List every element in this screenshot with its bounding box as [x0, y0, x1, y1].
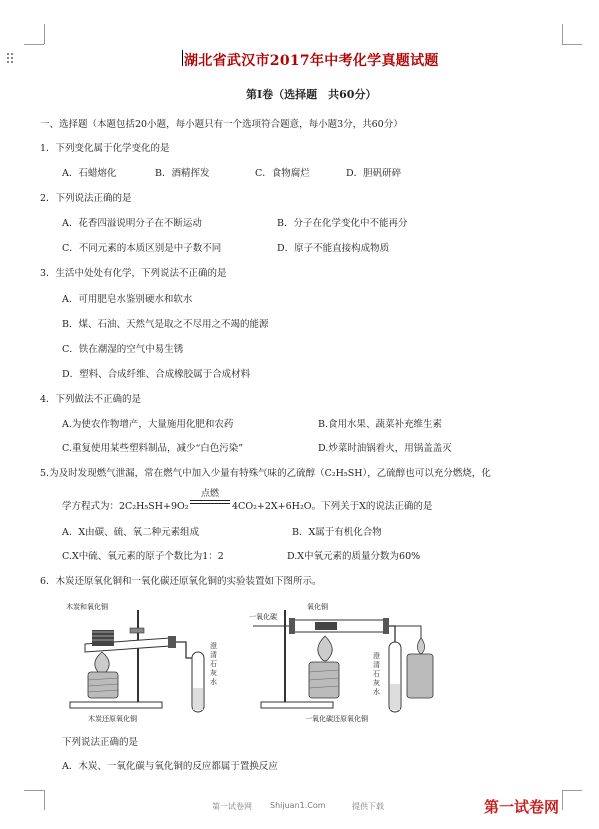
- question-3-stem: 3．生活中处处有化学，下列说法不正确的是: [40, 268, 227, 279]
- copper-oxide: [315, 622, 337, 630]
- question-6-option-a: A．木炭、一氧化碳与氧化铜的反应都属于置换反应: [62, 761, 278, 772]
- reaction-condition-label: 点燃: [200, 489, 219, 499]
- question-5-equation-right: 4CO₂+2X+6H₂O。下列关于X的说法正确的是: [232, 501, 433, 512]
- page-title: 湖北省武汉市2017年中考化学真题试题: [184, 53, 439, 69]
- question-2-option-a: A．花香四溢说明分子在不断运动: [62, 218, 202, 229]
- carbon-reduction-apparatus: [60, 592, 230, 726]
- question-4-option-b: B.食用水果、蔬菜补充维生素: [318, 419, 443, 430]
- second-lamp: [407, 654, 433, 698]
- tube-stopper-right: [383, 618, 389, 634]
- question-3-option-a: A．可用肥皂水鉴别硬水和软水: [62, 294, 193, 305]
- question-1-option-b: B．酒精挥发: [155, 168, 210, 179]
- tube-stopper: [168, 636, 176, 648]
- exhaust-flame: [417, 638, 424, 654]
- exhaust-tube: [389, 626, 421, 642]
- crop-mark-br-v: [562, 790, 563, 810]
- question-1-option-a: A．石蜡熔化: [62, 168, 117, 179]
- reactant-mixture: [92, 630, 114, 646]
- label-copper-oxide: 氧化铜: [307, 603, 328, 611]
- label-lime-water-right: 澄清石灰水: [373, 652, 380, 696]
- crop-mark-tr-h: [562, 44, 582, 45]
- crop-mark-tl-v: [44, 24, 45, 44]
- figure-co-reduction: [245, 592, 435, 726]
- flame: [318, 636, 332, 661]
- footer-site-name: 第一试卷网: [212, 802, 252, 811]
- question-4-option-c: C.重复使用某些塑料制品，减少“白色污染”: [62, 443, 244, 454]
- question-2-option-c: C．不同元素的本质区别是中子数不同: [62, 243, 222, 254]
- reaction-arrow-line-2: [190, 503, 230, 504]
- reaction-arrow-line: [190, 500, 230, 501]
- figure-carbon-reduction: [60, 592, 230, 726]
- label-carbon-monoxide: 一氧化碳: [249, 613, 277, 621]
- question-2-option-b: B．分子在化学变化中不能再分: [277, 218, 408, 229]
- question-4-option-d: D.炒菜时油锅着火，用锅盖盖灭: [318, 443, 452, 454]
- drag-handle-icon[interactable]: [6, 52, 14, 64]
- question-2-stem: 2．下列说法正确的是: [40, 193, 132, 204]
- stand-clamp: [130, 628, 144, 633]
- label-carbon-copper-oxide: 木炭和氧化铜: [66, 603, 108, 611]
- caption-co-reduction: 一氧化碳还原氧化铜: [305, 715, 368, 723]
- question-4-stem: 4．下列做法不正确的是: [40, 394, 142, 405]
- question-3-option-d: D．塑料、合成纤维、合成橡胶属于合成材料: [62, 369, 251, 380]
- text-cursor: [182, 50, 183, 66]
- tube-stopper-left: [289, 618, 295, 634]
- crop-mark-bl-v: [44, 790, 45, 810]
- lime-water: [193, 688, 203, 710]
- crop-mark-tl-h: [24, 44, 44, 45]
- question-1-option-d: D．胆矾研碎: [346, 168, 402, 179]
- question-6-followup: 下列说法正确的是: [62, 737, 139, 748]
- question-5-option-d: D.X中氧元素的质量分数为60%: [287, 551, 421, 562]
- question-5-stem: 5.为及时发现燃气泄漏，常在燃气中加入少量有特殊气味的乙硫醇（C₂H₅SH），乙硫醇也可以充分燃烧，化: [40, 468, 491, 479]
- label-lime-water-left: 澄清石灰水: [210, 642, 217, 686]
- question-5-option-b: B．X属于有机化合物: [292, 527, 382, 538]
- footer-site-url[interactable]: Shijuan1.Com: [270, 801, 326, 810]
- crop-mark-bl-h: [24, 790, 44, 791]
- brand-watermark: 第一试卷网: [484, 798, 560, 816]
- question-5-equation-left: 学方程式为：2C₂H₅SH+9O₂: [62, 501, 189, 512]
- section-subtitle: 第Ⅰ卷（选择题 共60分）: [246, 88, 377, 101]
- flame: [95, 652, 109, 675]
- question-3-option-c: C．铁在潮湿的空气中易生锈: [62, 344, 184, 355]
- question-6-stem: 6．木炭还原氧化铜和一氧化碳还原氧化铜的实验装置如下图所示。: [40, 576, 322, 587]
- crop-mark-br-h: [562, 790, 582, 791]
- question-4-option-a: A.为使农作物增产，大量施用化肥和农药: [62, 419, 234, 430]
- crop-mark-tr-v: [562, 24, 563, 44]
- lime-water: [390, 684, 400, 710]
- reaction-tube: [293, 620, 385, 632]
- alcohol-lamp: [309, 662, 339, 698]
- reaction-condition: [190, 486, 230, 504]
- question-2-option-d: D．原子不能直接构成物质: [277, 243, 390, 254]
- question-1-option-c: C．食物腐烂: [255, 168, 310, 179]
- stand-base: [261, 702, 333, 708]
- section-heading: 一、选择题（本题包括20小题，每小题只有一个选项符合题意，每小题3分，共60分）: [40, 119, 403, 130]
- question-5-option-c: C.X中硫、氧元素的原子个数比为1：2: [62, 551, 224, 562]
- footer-download-text: 提供下载: [352, 802, 384, 811]
- question-1-stem: 1．下列变化属于化学变化的是: [40, 143, 170, 154]
- question-3-option-b: B．煤、石油、天然气是取之不尽用之不竭的能源: [62, 319, 269, 330]
- caption-carbon-reduction: 木炭还原氧化铜: [88, 715, 137, 723]
- stand-base: [70, 702, 162, 708]
- question-5-option-a: A．X由碳、硫、氧二种元素组成: [62, 527, 200, 538]
